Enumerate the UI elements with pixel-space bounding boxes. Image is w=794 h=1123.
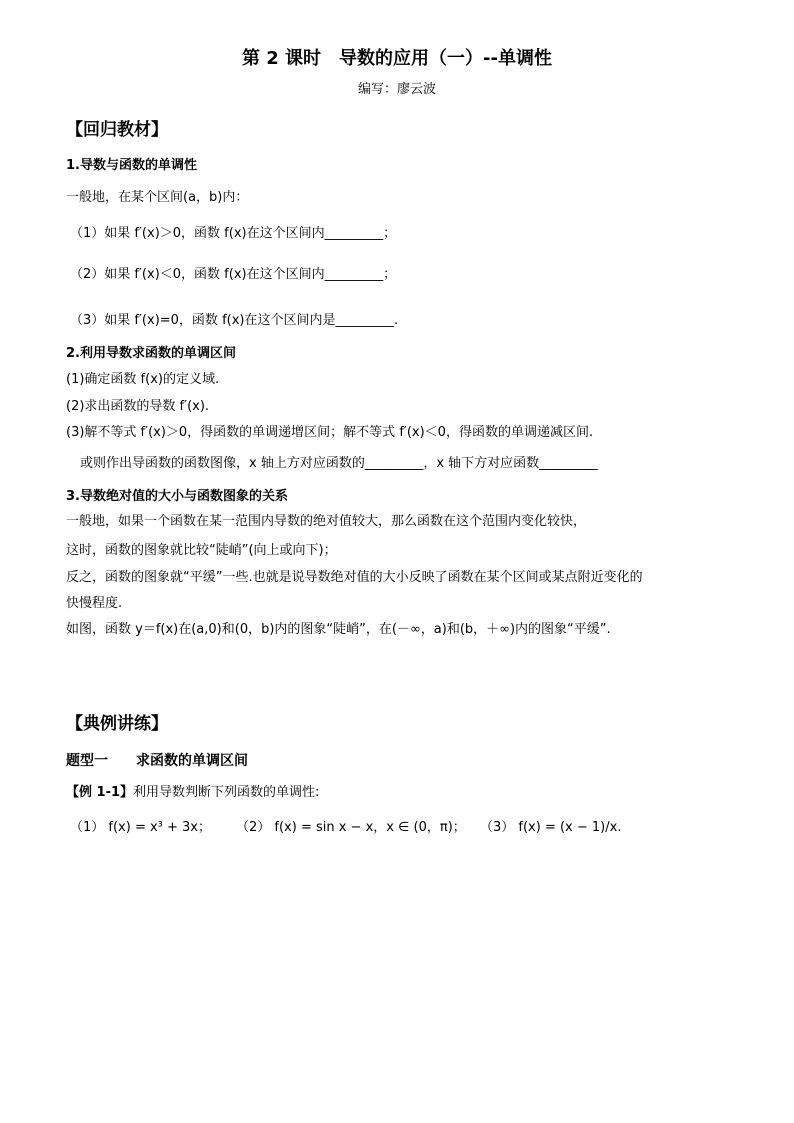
question-type-heading: 题型一 求函数的单调区间 [66,753,248,769]
example-q1: （1） f(x) = x³ + 3x； [70,820,212,835]
part3-line5: 如图，函数 y＝f(x)在(a,0)和(0，b)内的图象“陡峭”，在(－∞，a)和(b，＋∞)内的图象“平缓”. [66,622,611,637]
example-line [66,785,319,801]
part1-item1: （1）如果 f′(x)＞0，函数 f(x)在这个区间内_________； [70,226,397,241]
part3-line2: 这时，函数的图象就比较“陡峭”(向上或向下)； [66,543,337,558]
part2-step1: (1)确定函数 f(x)的定义域. [66,372,220,387]
part2-step2: (2)求出函数的导数 f′(x). [66,399,210,414]
part1-item3: （3）如果 f′(x)=0，函数 f(x)在这个区间内是_________. [70,313,399,328]
part1-item2: （2）如果 f′(x)＜0，函数 f(x)在这个区间内_________； [70,267,397,282]
example-label: 【例 1-1】 [66,785,134,800]
part3-line3: 反之，函数的图象就“平缓”一些.也就是说导数绝对值的大小反映了函数在某个区间或某点附近变化的 [66,570,643,585]
part3-heading: 3.导数绝对值的大小与函数图象的关系 [66,489,288,504]
section-heading-examples: 【典例讲练】 [66,714,168,734]
part2-step3: (3)解不等式 f′(x)＞0，得函数的单调递增区间；解不等式 f′(x)＜0，得函数的单调递减区间. [66,425,594,440]
example-q3: （3） f(x) = (x − 1)/x. [480,820,622,835]
part2-step4: 或则作出导函数的函数图像，x 轴上方对应函数的_________，x 轴下方对应函数_________ [80,456,598,471]
example-text: 利用导数判断下列函数的单调性: [133,785,320,800]
part3-line1: 一般地，如果一个函数在某一范围内导数的绝对值较大，那么函数在这个范围内变化较快， [66,514,587,529]
section-heading-review: 【回归教材】 [66,120,168,140]
part3-line4: 快慢程度. [66,596,123,611]
part1-intro: 一般地，在某个区间(a，b)内： [66,190,249,205]
part2-heading: 2.利用导数求函数的单调区间 [66,346,236,361]
page-title: 第 2 课时 导数的应用（一）--单调性 [242,48,552,69]
part1-heading: 1.导数与函数的单调性 [66,158,197,173]
example-q2: （2） f(x) = sin x − x，x ∈ (0，π)； [236,820,466,835]
author-line: 编写：廖云波 [357,82,436,97]
